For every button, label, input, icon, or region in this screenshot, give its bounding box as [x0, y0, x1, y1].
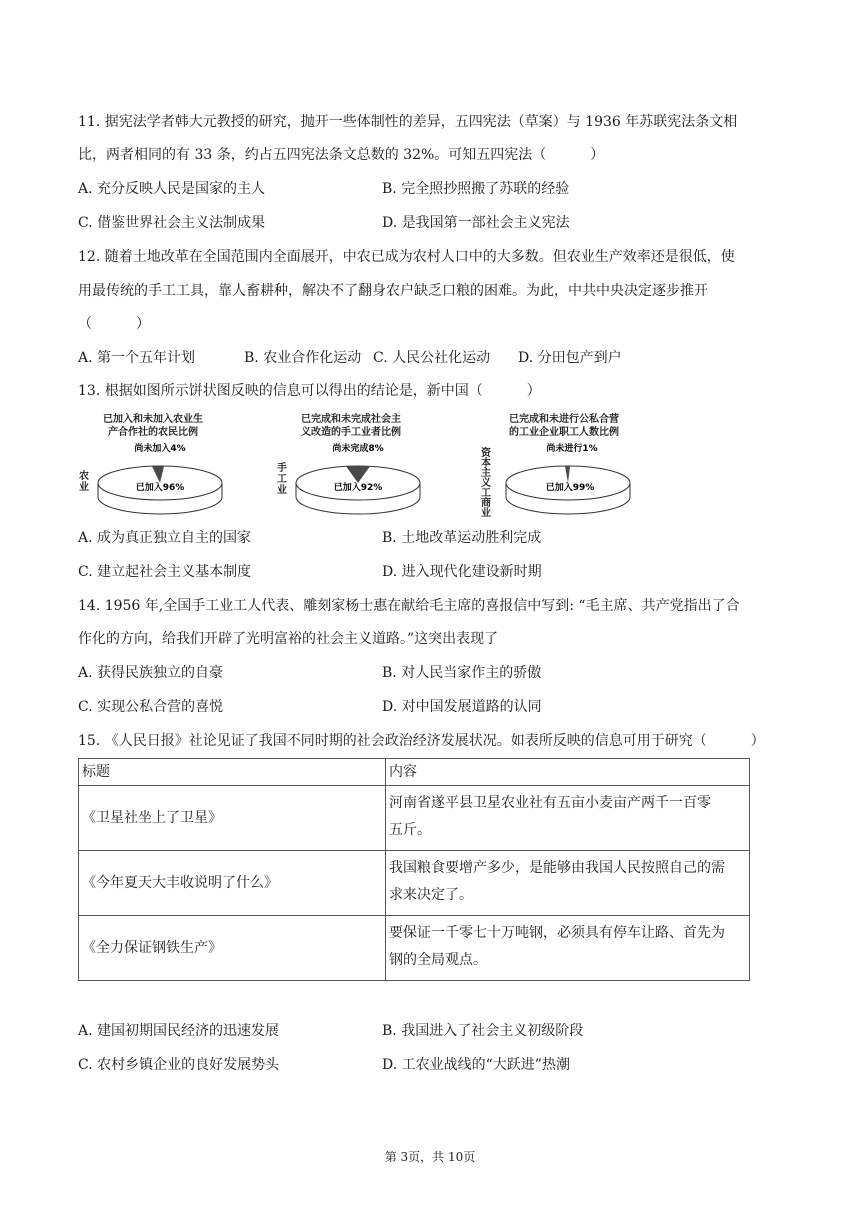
- q15-stem-line1: 15. 《人民日报》社论见证了我国不同时期的社会政治经济发展状况。如表所反映的信息可用于研究（ ）: [78, 733, 765, 749]
- q14-option-c[interactable]: C. 实现公私合营的喜悦: [78, 699, 224, 715]
- page-footer: 第 3页，共 10页: [384, 1150, 476, 1164]
- pie-chart-handicraft: [290, 441, 426, 515]
- pie-big-label: 已加入96%: [135, 483, 185, 493]
- q14-option-b[interactable]: B. 对人民当家作主的骄傲: [382, 665, 542, 681]
- pie-caption: 已加入和未加入农业生 产合作社的农民比例: [103, 414, 203, 438]
- q14-option-d[interactable]: D. 对中国发展道路的认同: [382, 699, 542, 715]
- editorial-table: [78, 758, 750, 981]
- q14-option-a[interactable]: A. 获得民族独立的自豪: [78, 665, 224, 681]
- pie-side-label: 资本主义工商业: [481, 448, 491, 519]
- q14-stem-line2: 作化的方向，给我们开辟了光明富裕的社会主义道路。”这突出表现了: [78, 631, 499, 647]
- table-row: [79, 916, 750, 981]
- q15-option-d[interactable]: D. 工农业战线的“大跃进”热潮: [382, 1057, 570, 1073]
- table-header-title: 标题: [79, 759, 386, 786]
- q15-option-c[interactable]: C. 农村乡镇企业的良好发展势头: [78, 1057, 280, 1073]
- pie-side-label: 手工业: [277, 463, 287, 496]
- pie-figure-agriculture: [78, 413, 228, 515]
- q11-stem-line1: 11. 据宪法学者韩大元教授的研究，抛开一些体制性的差异，五四宪法（草案）与 1936 年苏联宪法条文相: [78, 114, 738, 130]
- table-cell-title: 《今年夏天大丰收说明了什么》: [79, 851, 386, 916]
- table-cell-content: 我国粮食要增产多少，是能够由我国人民按照自己的需 求来决定了。: [386, 851, 750, 916]
- q11-option-c[interactable]: C. 借鉴世界社会主义法制成果: [78, 215, 266, 231]
- table-cell-content: 要保证一千零七十万吨钢，必须具有停车让路、首先为 钢的全局观点。: [386, 916, 750, 981]
- table-row: [79, 851, 750, 916]
- q12-option-c[interactable]: C. 人民公社化运动: [373, 350, 491, 366]
- q12-option-b[interactable]: B. 农业合作化运动: [244, 350, 362, 366]
- q11-option-b[interactable]: B. 完全照抄照搬了苏联的经验: [382, 181, 570, 197]
- table-cell-title: 《卫星社坐上了卫星》: [79, 786, 386, 851]
- q15-option-a[interactable]: A. 建国初期国民经济的迅速发展: [78, 1023, 280, 1039]
- q13-option-c[interactable]: C. 建立起社会主义基本制度: [78, 564, 252, 580]
- q13-option-a[interactable]: A. 成为真正独立自主的国家: [78, 530, 252, 546]
- pie-chart-industry: [500, 441, 636, 515]
- pie-caption: 已完成和未完成社会主 义改造的手工业者比例: [301, 414, 401, 438]
- q12-stem-line3: （ ）: [78, 316, 150, 332]
- pie-small-label: 尚未加入4%: [134, 444, 186, 454]
- pie-small-label: 尚未完成8%: [332, 444, 384, 454]
- pie-big-label: 已加入92%: [333, 483, 383, 493]
- q12-stem-line2: 用最传统的手工工具，靠人畜耕种，解决不了翻身农户缺乏口粮的困难。为此，中共中央决定逐步推开: [78, 283, 708, 299]
- q13-option-b[interactable]: B. 土地改革运动胜利完成: [382, 530, 542, 546]
- q11-option-a[interactable]: A. 充分反映人民是国家的主人: [78, 181, 266, 197]
- table-cell-content: 河南省遂平县卫星农业社有五亩小麦亩产两千一百零 五斤。: [386, 786, 750, 851]
- pie-big-label: 已加入99%: [545, 483, 595, 493]
- table-header-row: [79, 759, 750, 786]
- pie-figure-handicraft: [276, 413, 426, 515]
- table-row: [79, 786, 750, 851]
- table-cell-title: 《全力保证钢铁生产》: [79, 916, 386, 981]
- pie-side-label: 农业: [79, 471, 89, 493]
- pie-figure-industry: [480, 413, 640, 519]
- q12-option-a[interactable]: A. 第一个五年计划: [78, 350, 196, 366]
- pie-small-label: 尚未进行1%: [546, 444, 598, 454]
- pie-caption: 已完成和未进行公私合营 的工业企业职工人数比例: [509, 414, 619, 438]
- q11-option-d[interactable]: D. 是我国第一部社会主义宪法: [382, 215, 570, 231]
- q15-option-b[interactable]: B. 我国进入了社会主义初级阶段: [382, 1023, 584, 1039]
- q12-option-d[interactable]: D. 分田包产到户: [518, 350, 622, 366]
- q12-stem-line1: 12. 随着土地改革在全国范围内全面展开，中农已成为农村人口中的大多数。但农业生产效率还是很低，使: [78, 249, 735, 265]
- q13-stem-line1: 13. 根据如图所示饼状图反映的信息可以得出的结论是，新中国（ ）: [78, 383, 541, 399]
- pie-chart-agriculture: [92, 441, 228, 515]
- q14-stem-line1: 14. 1956 年,全国手工业工人代表、雕刻家杨士惠在献给毛主席的喜报信中写到: “毛主席、共产党指出了合: [78, 598, 740, 614]
- q11-stem-line2: 比，两者相同的有 33 条，约占五四宪法条文总数的 32%。可知五四宪法（ ）: [78, 147, 605, 163]
- q13-option-d[interactable]: D. 进入现代化建设新时期: [382, 564, 542, 580]
- table-header-content: 内容: [386, 759, 750, 786]
